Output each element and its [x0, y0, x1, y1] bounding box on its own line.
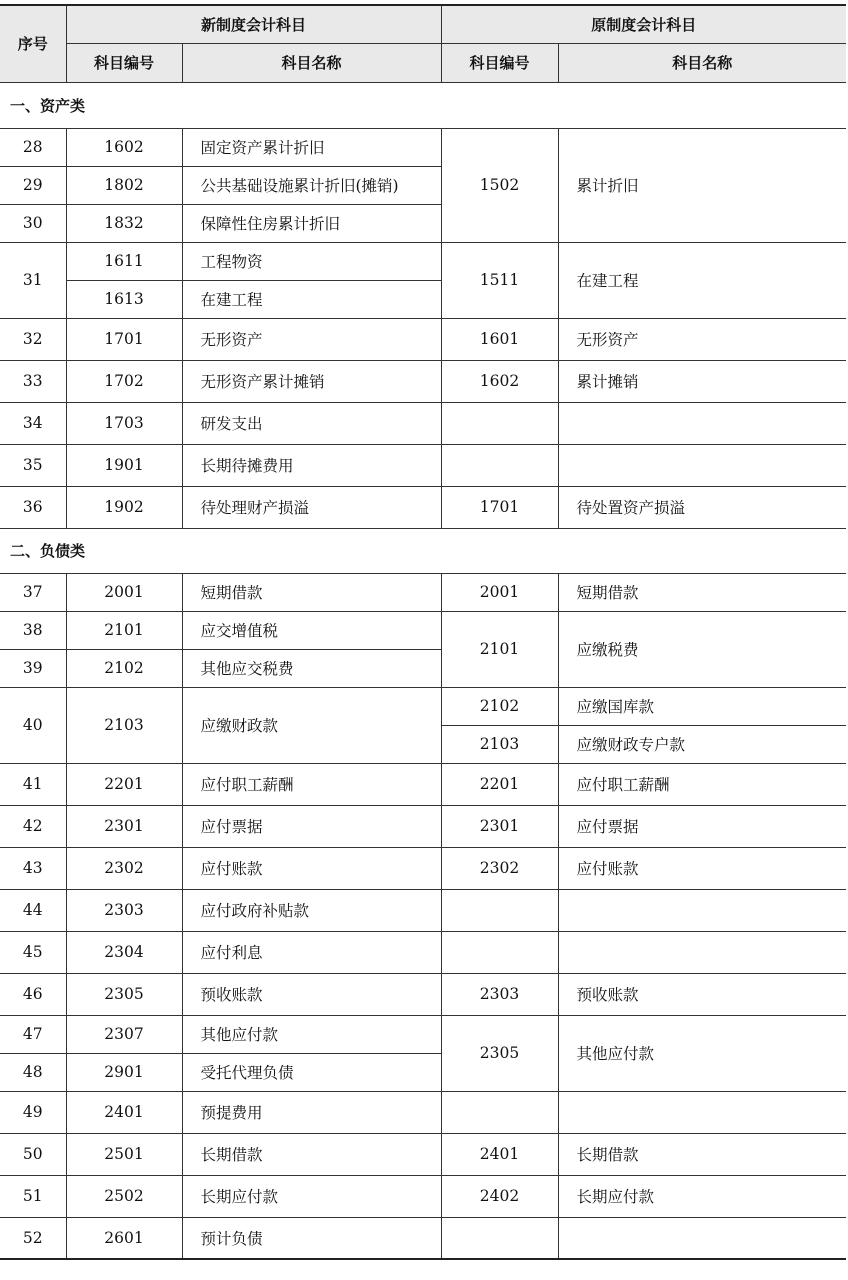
header-new-code: 科目编号	[66, 43, 182, 82]
seq-cell: 46	[0, 973, 66, 1015]
new-code-cell: 2001	[66, 573, 182, 611]
old-code-cell: 2103	[441, 725, 558, 763]
new-code-cell: 2307	[66, 1015, 182, 1053]
table-row	[0, 1175, 846, 1217]
new-code-cell: 1602	[66, 128, 182, 166]
seq-cell: 36	[0, 486, 66, 528]
new-name-cell: 其他应付款	[182, 1015, 441, 1053]
seq-cell: 37	[0, 573, 66, 611]
new-name-cell: 应付政府补贴款	[182, 889, 441, 931]
new-code-cell: 2102	[66, 649, 182, 687]
table-row	[0, 1091, 846, 1133]
table-row	[0, 402, 846, 444]
old-name-cell: 待处置资产损溢	[558, 486, 846, 528]
seq-cell: 30	[0, 204, 66, 242]
header-old-code: 科目编号	[441, 43, 558, 82]
new-code-cell: 2304	[66, 931, 182, 973]
new-name-cell: 预收账款	[182, 973, 441, 1015]
old-code-cell	[441, 889, 558, 931]
old-name-cell: 应缴财政专户款	[558, 725, 846, 763]
new-code-cell: 2305	[66, 973, 182, 1015]
old-code-cell: 2302	[441, 847, 558, 889]
table-row	[0, 687, 846, 725]
table-row	[0, 611, 846, 649]
old-name-cell: 累计摊销	[558, 360, 846, 402]
seq-cell: 32	[0, 318, 66, 360]
old-name-cell: 应付票据	[558, 805, 846, 847]
seq-cell: 40	[0, 687, 66, 763]
table-row	[0, 318, 846, 360]
old-name-cell	[558, 931, 846, 973]
old-code-cell: 2102	[441, 687, 558, 725]
new-name-cell: 应付票据	[182, 805, 441, 847]
old-name-cell	[558, 402, 846, 444]
new-name-cell: 固定资产累计折旧	[182, 128, 441, 166]
old-code-cell: 2401	[441, 1133, 558, 1175]
new-code-cell: 1702	[66, 360, 182, 402]
old-code-cell	[441, 444, 558, 486]
table-row	[0, 128, 846, 166]
section-assets: 一、资产类	[0, 82, 846, 128]
old-code-cell: 2305	[441, 1015, 558, 1091]
new-name-cell: 在建工程	[182, 280, 441, 318]
seq-cell: 43	[0, 847, 66, 889]
table-row	[0, 847, 846, 889]
seq-cell: 31	[0, 242, 66, 318]
new-name-cell: 公共基础设施累计折旧(摊销)	[182, 166, 441, 204]
old-code-cell	[441, 402, 558, 444]
old-name-cell: 短期借款	[558, 573, 846, 611]
new-name-cell: 应付利息	[182, 931, 441, 973]
old-name-cell: 应缴税费	[558, 611, 846, 687]
new-name-cell: 工程物资	[182, 242, 441, 280]
new-name-cell: 短期借款	[182, 573, 441, 611]
table-row	[0, 1015, 846, 1053]
seq-cell: 47	[0, 1015, 66, 1053]
table-row	[0, 444, 846, 486]
seq-cell: 45	[0, 931, 66, 973]
new-name-cell: 其他应交税费	[182, 649, 441, 687]
old-code-cell: 1602	[441, 360, 558, 402]
seq-cell: 41	[0, 763, 66, 805]
new-code-cell: 1901	[66, 444, 182, 486]
seq-cell: 50	[0, 1133, 66, 1175]
header-new-name: 科目名称	[182, 43, 441, 82]
new-name-cell: 应缴财政款	[182, 687, 441, 763]
new-name-cell: 预计负债	[182, 1217, 441, 1259]
new-code-cell: 2302	[66, 847, 182, 889]
table-row	[0, 805, 846, 847]
section-liabilities: 二、负债类	[0, 528, 846, 573]
seq-cell: 49	[0, 1091, 66, 1133]
header-old-name: 科目名称	[558, 43, 846, 82]
old-code-cell: 2301	[441, 805, 558, 847]
old-name-cell: 应付职工薪酬	[558, 763, 846, 805]
new-code-cell: 2401	[66, 1091, 182, 1133]
seq-cell: 48	[0, 1053, 66, 1091]
seq-cell: 44	[0, 889, 66, 931]
table-row	[0, 931, 846, 973]
old-name-cell: 无形资产	[558, 318, 846, 360]
old-code-cell	[441, 1091, 558, 1133]
new-name-cell: 预提费用	[182, 1091, 441, 1133]
old-code-cell: 1601	[441, 318, 558, 360]
old-code-cell: 1701	[441, 486, 558, 528]
new-code-cell: 2601	[66, 1217, 182, 1259]
old-name-cell	[558, 1091, 846, 1133]
table-row	[0, 973, 846, 1015]
table-row	[0, 486, 846, 528]
table-row	[0, 1133, 846, 1175]
seq-cell: 33	[0, 360, 66, 402]
new-code-cell: 2501	[66, 1133, 182, 1175]
old-code-cell	[441, 1217, 558, 1259]
seq-cell: 51	[0, 1175, 66, 1217]
old-code-cell: 1511	[441, 242, 558, 318]
seq-cell: 28	[0, 128, 66, 166]
seq-cell: 29	[0, 166, 66, 204]
table-row	[0, 763, 846, 805]
old-name-cell	[558, 889, 846, 931]
old-name-cell: 其他应付款	[558, 1015, 846, 1091]
new-code-cell: 2303	[66, 889, 182, 931]
new-code-cell: 1701	[66, 318, 182, 360]
table-row	[0, 242, 846, 280]
old-name-cell: 在建工程	[558, 242, 846, 318]
new-name-cell: 应交增值税	[182, 611, 441, 649]
seq-cell: 35	[0, 444, 66, 486]
seq-cell: 52	[0, 1217, 66, 1259]
seq-cell: 38	[0, 611, 66, 649]
table-row	[0, 360, 846, 402]
new-code-cell: 1802	[66, 166, 182, 204]
new-code-cell: 1613	[66, 280, 182, 318]
old-name-cell: 累计折旧	[558, 128, 846, 242]
old-code-cell	[441, 931, 558, 973]
old-code-cell: 2001	[441, 573, 558, 611]
new-code-cell: 2103	[66, 687, 182, 763]
new-name-cell: 长期应付款	[182, 1175, 441, 1217]
header-new-system: 新制度会计科目	[66, 5, 441, 43]
new-code-cell: 2301	[66, 805, 182, 847]
new-code-cell: 1832	[66, 204, 182, 242]
new-code-cell: 2901	[66, 1053, 182, 1091]
old-name-cell: 预收账款	[558, 973, 846, 1015]
old-code-cell: 1502	[441, 128, 558, 242]
table-row	[0, 573, 846, 611]
table-row	[0, 1217, 846, 1259]
old-name-cell: 应付账款	[558, 847, 846, 889]
old-name-cell: 长期应付款	[558, 1175, 846, 1217]
old-name-cell: 长期借款	[558, 1133, 846, 1175]
old-name-cell	[558, 444, 846, 486]
old-code-cell: 2303	[441, 973, 558, 1015]
new-name-cell: 长期待摊费用	[182, 444, 441, 486]
seq-cell: 34	[0, 402, 66, 444]
old-code-cell: 2101	[441, 611, 558, 687]
new-name-cell: 待处理财产损溢	[182, 486, 441, 528]
new-code-cell: 2201	[66, 763, 182, 805]
header-seq: 序号	[0, 5, 66, 82]
new-code-cell: 1902	[66, 486, 182, 528]
new-code-cell: 1611	[66, 242, 182, 280]
new-name-cell: 应付职工薪酬	[182, 763, 441, 805]
account-mapping-table	[0, 4, 846, 1260]
new-name-cell: 无形资产累计摊销	[182, 360, 441, 402]
new-name-cell: 受托代理负债	[182, 1053, 441, 1091]
new-name-cell: 长期借款	[182, 1133, 441, 1175]
new-code-cell: 2502	[66, 1175, 182, 1217]
old-name-cell: 应缴国库款	[558, 687, 846, 725]
header-old-system: 原制度会计科目	[441, 5, 846, 43]
old-code-cell: 2402	[441, 1175, 558, 1217]
table-row	[0, 889, 846, 931]
seq-cell: 39	[0, 649, 66, 687]
old-code-cell: 2201	[441, 763, 558, 805]
new-code-cell: 2101	[66, 611, 182, 649]
old-name-cell	[558, 1217, 846, 1259]
new-name-cell: 保障性住房累计折旧	[182, 204, 441, 242]
seq-cell: 42	[0, 805, 66, 847]
new-name-cell: 无形资产	[182, 318, 441, 360]
new-name-cell: 应付账款	[182, 847, 441, 889]
new-code-cell: 1703	[66, 402, 182, 444]
new-name-cell: 研发支出	[182, 402, 441, 444]
